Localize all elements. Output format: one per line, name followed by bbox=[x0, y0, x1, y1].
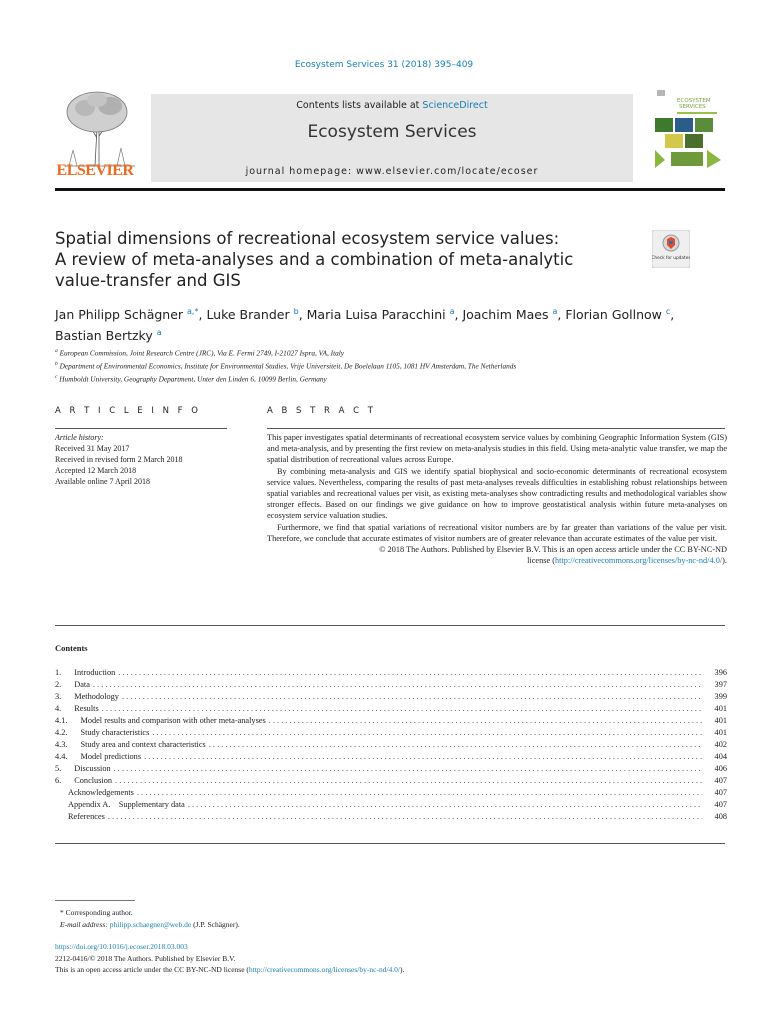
abstract-heading: A B S T R A C T bbox=[267, 406, 376, 416]
toc-entry[interactable]: 1. Introduction . . . 396 bbox=[55, 667, 727, 679]
elsevier-tree-icon bbox=[55, 88, 145, 168]
journal-masthead bbox=[55, 88, 725, 188]
footnote-rule bbox=[55, 900, 135, 901]
email-link[interactable]: philipp.schaegner@web.de bbox=[109, 919, 192, 929]
copyright-notice: © 2018 The Authors. Published by Elsevier B.V. This is an open access article under the CC BY-NC-ND license (http://creativecommons.org/licenses/by-nc-nd/4.0/). bbox=[379, 545, 727, 566]
toc-entry[interactable]: 3. Methodology . . . 399 bbox=[55, 691, 727, 703]
toc-entry[interactable]: 2. Data . . . 397 bbox=[55, 679, 727, 691]
abstract-paragraph-3: Furthermore, we find that spatial variations of recreational visitor numbers are by far greater than variations of the value per visit. Therefore, we conclude that accurate estimates of visitor numbers are of greater relevance than accurate estimates of the value per visit. bbox=[267, 522, 727, 543]
journal-cover-image bbox=[651, 88, 725, 174]
contents-available: Contents lists available at ScienceDirect bbox=[296, 100, 488, 111]
journal-band bbox=[151, 94, 633, 182]
journal-homepage[interactable]: journal homepage: www.elsevier.com/locate/ecoser bbox=[245, 166, 539, 177]
toc-entry[interactable]: 6. Conclusion . . . 407 bbox=[55, 775, 727, 787]
author[interactable]: Florian Gollnow $^c$, bbox=[565, 307, 675, 323]
section-rule bbox=[55, 625, 725, 626]
author[interactable]: Jan Philipp Schägner $^{a,*}$, bbox=[55, 307, 207, 323]
article-history bbox=[55, 432, 235, 487]
abstract-body bbox=[267, 432, 727, 566]
article-info-rule bbox=[55, 428, 227, 429]
journal-citation[interactable]: Ecosystem Services 31 (2018) 395–409 bbox=[294, 60, 474, 70]
svg-text:SERVICES: SERVICES bbox=[679, 104, 706, 110]
contents-rule bbox=[55, 843, 725, 844]
masthead-rule bbox=[55, 188, 725, 191]
corresponding-author-note: * Corresponding author. bbox=[60, 908, 133, 917]
sciencedirect-link[interactable]: ScienceDirect bbox=[422, 100, 488, 111]
article-info-heading: A R T I C L E I N F O bbox=[55, 406, 201, 416]
abstract-paragraph-1: This paper investigates spatial determinants of recreational ecosystem service values by combining Geographic Information System (GIS) and meta-analysis, and by presenting the first review on meta-analysis studies in this field. Using meta-analytic value transfer, we map the spatial distribution of recreational values across Europe. bbox=[267, 433, 727, 465]
article-title bbox=[55, 228, 615, 291]
check-for-updates-button[interactable] bbox=[652, 230, 690, 268]
author[interactable]: Bastian Bertzky $^a$ bbox=[55, 328, 162, 344]
online-date: Available online 7 April 2018 bbox=[55, 477, 150, 486]
abstract-paragraph-2: By combining meta-analysis and GIS we identify spatial biophysical and socio-economic determinants of recreational ecosystem service values. Nevertheless, comparing the results of past meta-analyses reveals difficulties in establishing robust relationships between spatial variables and recreational values per visit, as existing meta-analyses show contradicting results and methodological variables show stronger effects. Based on our findings we give guidance on how to improve geostatistical analysis within future meta-analyses on ecosystem service valuation studies. bbox=[267, 466, 727, 521]
elsevier-wordmark: ELSEVIER bbox=[56, 162, 134, 179]
toc-entry[interactable]: 5. Discussion . . . 406 bbox=[55, 763, 727, 775]
affiliations bbox=[55, 346, 735, 385]
affiliation-a: $^a$ European Commission, Joint Research Centre (JRC), Via E. Fermi 2749, I-21027 Ispra, VA, Italy bbox=[55, 348, 345, 358]
journal-cover[interactable] bbox=[651, 88, 725, 182]
author[interactable]: Maria Luisa Paracchini $^a$, bbox=[306, 307, 463, 323]
toc-entry[interactable]: 4.1. Model results and comparison with other meta-analyses . . . 401 bbox=[55, 715, 727, 727]
footnotes bbox=[60, 907, 560, 930]
publication-info bbox=[55, 941, 715, 976]
issn-line: 2212-0416/© 2018 The Authors. Published by Elsevier B.V. bbox=[55, 953, 236, 963]
toc-entry[interactable]: References . . . 408 bbox=[55, 811, 727, 823]
title-line-1: Spatial dimensions of recreational ecosystem service values: bbox=[55, 229, 560, 248]
contents-title: Contents bbox=[55, 643, 88, 653]
accepted-date: Accepted 12 March 2018 bbox=[55, 466, 137, 475]
toc-entry[interactable]: 4.2. Study characteristics . . . 401 bbox=[55, 727, 727, 739]
toc-entry[interactable]: 4.4. Model predictions . . . 404 bbox=[55, 751, 727, 763]
affiliation-c: $^c$ Humboldt University, Geography Department, Unter den Linden 6, 10099 Berlin, Germany bbox=[55, 373, 327, 384]
author[interactable]: Luke Brander $^b$, bbox=[206, 307, 307, 323]
toc-entry[interactable]: 4. Results . . . 401 bbox=[55, 703, 727, 715]
toc-entry[interactable]: 4.3. Study area and context characteristics . . . 402 bbox=[55, 739, 727, 751]
elsevier-logo[interactable] bbox=[55, 88, 145, 188]
crossmark-icon bbox=[652, 230, 690, 268]
table-of-contents bbox=[55, 667, 727, 823]
affiliation-b: $^b$ Department of Environmental Economics, Institute for Environmental Studies, Vrije Universiteit, De Boelelaan 1105, 1081 HV Amsterdam, The Netherlands bbox=[55, 360, 517, 371]
title-line-3: value-transfer and GIS bbox=[55, 271, 241, 290]
author-list bbox=[55, 303, 715, 345]
toc-entry[interactable]: Appendix A. Supplementary data . . . 407 bbox=[55, 799, 727, 811]
author[interactable]: Joachim Maes $^a$, bbox=[462, 307, 566, 323]
journal-name[interactable]: Ecosystem Services bbox=[307, 122, 477, 142]
open-access-license-link[interactable]: http://creativecommons.org/licenses/by-nc-nd/4.0/ bbox=[248, 965, 400, 974]
license-link[interactable]: http://creativecommons.org/licenses/by-nc-nd/4.0/ bbox=[555, 556, 723, 566]
toc-entry[interactable]: Acknowledgements . . . 407 bbox=[55, 787, 727, 799]
crossmark-label: Check for updates bbox=[652, 256, 690, 261]
open-access-line: This is an open access article under the CC BY-NC-ND license (http://creativecommons.org/licenses/by-nc-nd/4.0/). bbox=[55, 965, 405, 974]
svg-text:ECOSYSTEM: ECOSYSTEM bbox=[677, 98, 711, 104]
title-line-2: A review of meta-analyses and a combination of meta-analytic bbox=[55, 250, 574, 269]
received-date: Received 31 May 2017 bbox=[55, 444, 130, 453]
abstract-rule bbox=[267, 428, 725, 429]
doi-link[interactable]: https://doi.org/10.1016/j.ecoser.2018.03.003 bbox=[55, 942, 188, 951]
history-label: Article history: bbox=[55, 433, 104, 442]
revised-date: Received in revised form 2 March 2018 bbox=[55, 455, 183, 464]
email-note: E-mail address: philipp.schaegner@web.de (J.P. Schägner). bbox=[60, 919, 240, 929]
